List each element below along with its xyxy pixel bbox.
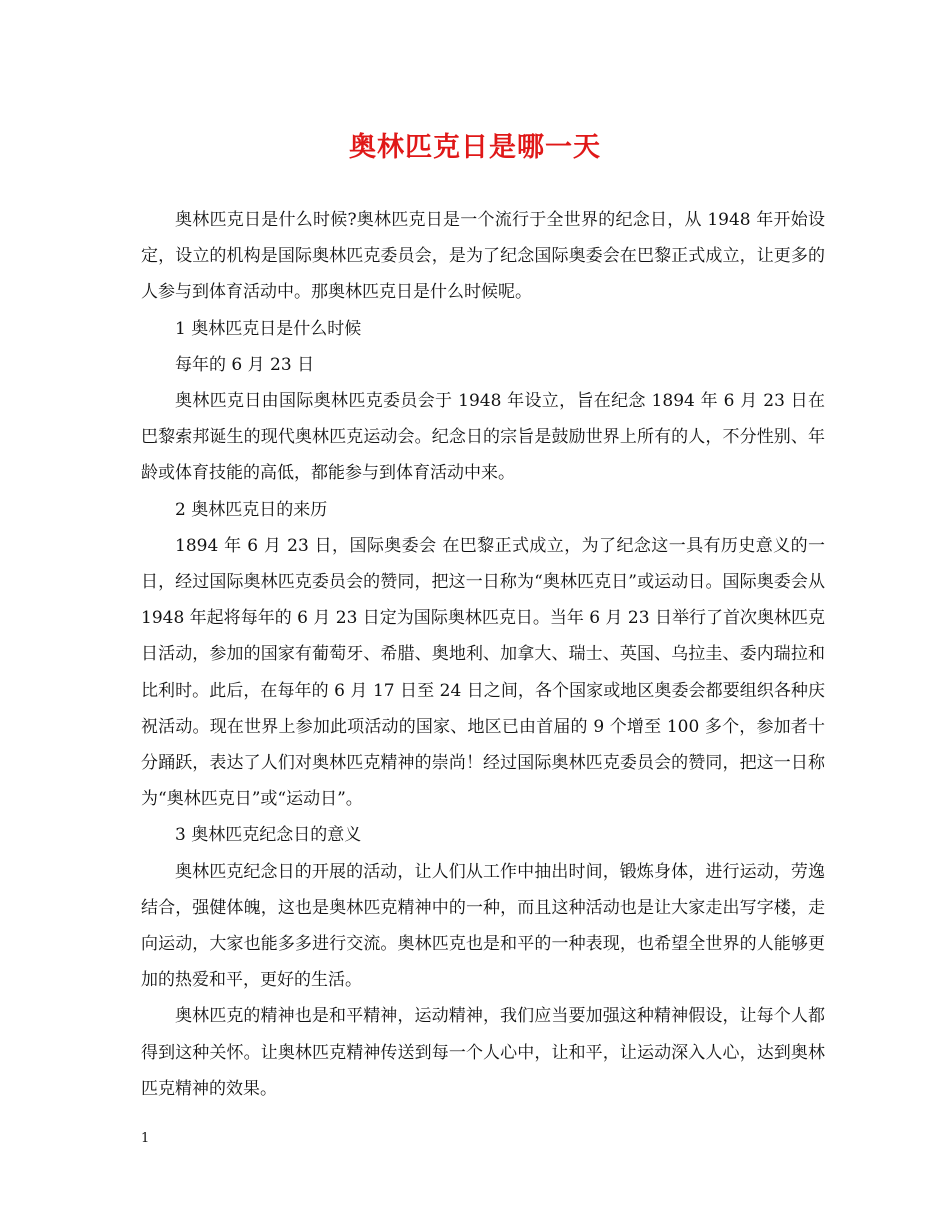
body-paragraph-4: 奥林匹克的精神也是和平精神，运动精神，我们应当要加强这种精神假设，让每个人都得到这种关怀。让奥林匹克精神传送到每一个人心中，让和平，让运动深入人心，达到奥林匹克精神的效果。 <box>141 1006 825 1099</box>
body-paragraph-3: 奥林匹克纪念日的开展的活动，让人们从工作中抽出时间，锻炼身体，进行运动，劳逸结合，强健体魄，这也是奥林匹克精神中的一种，而且这种活动也是让大家走出写字楼，走向运动，大家也能多多进行交流。奥林匹克也是和平的一种表现，也希望全世界的人能够更加的热爱和平，更好的生活。 <box>141 861 825 991</box>
section-heading-2: 2 奥林匹克日的来历 <box>175 499 328 520</box>
body-paragraph-1: 奥林匹克日由国际奥林匹克委员会于 1948 年设立，旨在纪念 1894 年 6 月 23 日在巴黎索邦诞生的现代奥林匹克运动会。纪念日的宗旨是鼓励世界上所有的人，不分性别、年龄或体育技能的高低，都能参与到体育活动中来。 <box>141 391 825 484</box>
page-number: 1 <box>141 1131 150 1146</box>
section-heading-1: 1 奥林匹克日是什么时候 <box>175 318 362 339</box>
body-paragraph-2: 1894 年 6 月 23 日，国际奥委会 在巴黎正式成立，为了纪念这一具有历史意义的一日，经过国际奥林匹克委员会的赞同，把这一日称为“奥林匹克日”或运动日。国际奥委会从 1948 年起将每年的 6 月 23 日定为国际奥林匹克日。当年 6 月 23 日举行了首次奥林匹克日活动，参加的国家有葡萄牙、希腊、奥地利、加拿大、瑞士、英国、乌拉圭、委内瑞拉和比利时。此后，在每年的 6 月 17 日至 24 日之间，各个国家或地区奥委会都要组织各种庆祝活动。现在世界上参加此项活动的国家、地区已由首届的 9 个增至 100 多个，参加者十分踊跃，表达了人们对奥林匹克精神的崇尚！经过国际奥林匹克委员会的赞同，把这一日称为“奥林匹克日”或“运动日”。 <box>141 535 825 810</box>
date-line: 每年的 6 月 23 日 <box>175 354 315 375</box>
page-title: 奥林匹克日是哪一天 <box>349 132 601 163</box>
intro-paragraph: 奥林匹克日是什么时候?奥林匹克日是一个流行于全世界的纪念日，从 1948 年开始设定，设立的机构是国际奥林匹克委员会，是为了纪念国际奥委会在巴黎正式成立，让更多的人参与到体育活动中。那奥林匹克日是什么时候呢。 <box>141 210 825 303</box>
section-heading-3: 3 奥林匹克纪念日的意义 <box>175 825 362 846</box>
document-body <box>141 202 825 1107</box>
